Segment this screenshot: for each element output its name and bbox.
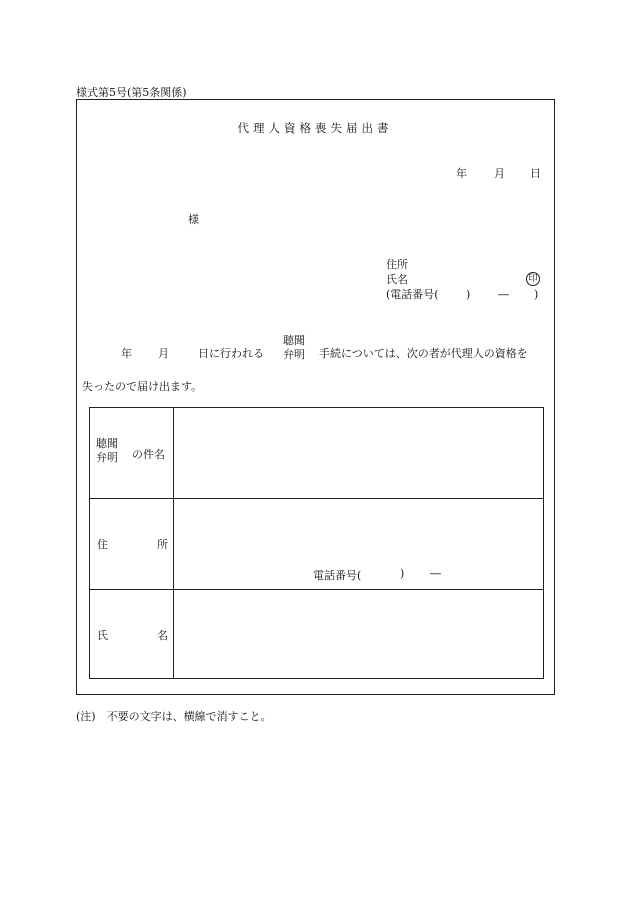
date-year: 年 — [456, 167, 467, 180]
footnote: (注) 不要の文字は、横線で消すこと。 — [76, 710, 272, 723]
applicant-name-label: 氏名 — [386, 273, 408, 286]
row1-choice-hearing: 聴聞 — [96, 437, 118, 450]
choice-explanation: 弁明 — [283, 348, 305, 361]
row1-label-case-name: の件名 — [132, 448, 165, 461]
applicant-phone-sep: ) — [466, 288, 471, 301]
row2-phone-sep: ) — [400, 567, 405, 580]
row2-label-address-a: 住 — [97, 538, 108, 551]
row2-label-address-b: 所 — [157, 538, 168, 551]
table-column-divider — [173, 408, 174, 678]
body-month: 月 — [158, 347, 169, 360]
table-row-divider-2 — [90, 589, 543, 590]
applicant-phone-label: (電話番号( — [386, 288, 439, 301]
addressee-suffix: 様 — [188, 213, 199, 226]
applicant-phone — [386, 287, 546, 302]
applicant-phone-dash: ― — [498, 288, 509, 301]
date-day: 日 — [530, 167, 541, 180]
row1-choice — [96, 437, 118, 465]
body-day-text: 日に行われる — [198, 347, 264, 360]
form-number-label: 様式第5号(第5条関係) — [76, 86, 187, 99]
applicant-address-label: 住所 — [386, 258, 408, 271]
row3-label-name-a: 氏 — [97, 629, 108, 642]
form-title: 代理人資格喪失届出書 — [237, 121, 393, 135]
applicant-phone-close: ) — [534, 288, 539, 301]
body-line-2: 失ったので届け出ます。 — [82, 380, 203, 393]
table-row-divider-1 — [90, 498, 543, 499]
body-text-after: 手続については、次の者が代理人の資格を — [319, 347, 528, 360]
date-month: 月 — [494, 167, 505, 180]
row2-phone-label: 電話番号( — [313, 569, 362, 582]
hearing-explanation-choice — [283, 334, 305, 362]
row3-label-name-b: 名 — [157, 629, 168, 642]
row2-phone-dash: ― — [430, 567, 441, 580]
applicant-block — [386, 257, 546, 302]
seal-mark: 印 — [526, 272, 540, 286]
row1-choice-explanation: 弁明 — [96, 451, 118, 464]
choice-hearing: 聴聞 — [283, 334, 305, 347]
body-year: 年 — [121, 347, 132, 360]
